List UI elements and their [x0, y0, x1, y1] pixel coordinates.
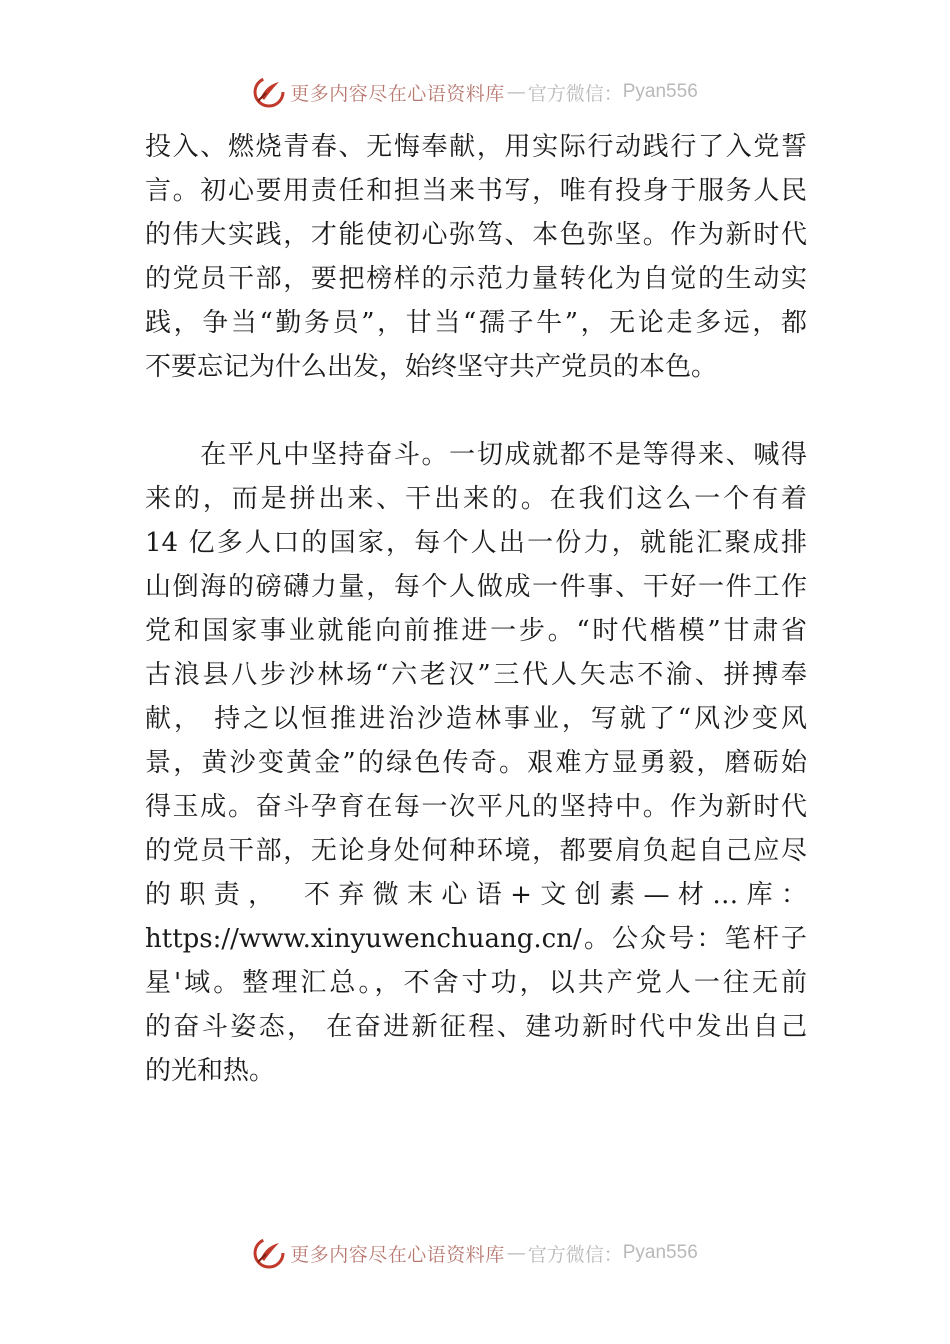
paragraph-line: 献， 持之以恒推进治沙造林事业，写就了“风沙变风 [145, 704, 807, 734]
paragraph-2 [145, 433, 807, 1093]
brand-logo-icon [252, 75, 286, 109]
footer-brand-text: 更多内容尽在心语资料库 [290, 1243, 505, 1266]
document-body [145, 125, 807, 1093]
paragraph-line: 14 亿多人口的国家，每个人出一份力，就能汇聚成排 [145, 528, 807, 558]
paragraph-line: 投入、燃烧青春、无悔奉献，用实际行动践行了入党誓 [145, 132, 807, 162]
footer-watermark [0, 1233, 950, 1273]
header-watermark [0, 72, 950, 112]
paragraph-line: 的党员干部，要把榜样的示范力量转化为自觉的生动实 [145, 264, 807, 294]
header-contact-label: 官方微信： [527, 82, 623, 105]
paragraph-line: 的光和热。 [145, 1056, 276, 1086]
footer-separator: — [506, 1242, 526, 1264]
paragraph-line: 在平凡中坚持奋斗。一切成就都不是等得来、喊得 [145, 440, 807, 470]
paragraph-line: 的伟大实践，才能使初心弥笃、本色弥坚。作为新时代 [145, 220, 807, 250]
paragraph-line: 的奋斗姿态， 在奋进新征程、建功新时代中发出自己 [145, 1012, 807, 1042]
footer-contact-label: 官方微信： [527, 1243, 623, 1266]
paragraph-line: https://www.xinyuwenchuang.cn/。公众号：笔杆子 [145, 924, 807, 954]
paragraph-line: 星'域。整理汇总。，不舍寸功，以共产党人一往无前 [145, 968, 807, 998]
paragraph-line: 践，争当“勤务员”，甘当“孺子牛”，无论走多远，都 [145, 308, 807, 338]
paragraph-line: 古浪县八步沙林场“六老汉”三代人矢志不渝、拼搏奉 [145, 660, 807, 690]
header-separator: — [506, 81, 526, 103]
header-watermark-inner [252, 75, 698, 109]
paragraph-line: 来的，而是拼出来、干出来的。在我们这么一个有着 [145, 484, 807, 514]
header-brand-text: 更多内容尽在心语资料库 [290, 82, 505, 105]
paragraph-line: 的党员干部，无论身处何种环境，都要肩负起自己应尽 [145, 836, 807, 866]
paragraph-line: 景，黄沙变黄金”的绿色传奇。艰难方显勇毅，磨砺始 [145, 748, 807, 778]
paragraph-line: 的职责， 不弃微末心语+文创素—材…库： [145, 880, 807, 910]
paragraph-line: 党和国家事业就能向前推进一步。“时代楷模”甘肃省 [145, 616, 807, 646]
paragraph-gap [145, 389, 807, 433]
paragraph-line: 得玉成。奋斗孕育在每一次平凡的坚持中。作为新时代 [145, 792, 807, 822]
header-contact-id: Pyan556 [622, 81, 698, 102]
paragraph-line: 言。初心要用责任和担当来书写，唯有投身于服务人民 [145, 176, 807, 206]
brand-logo-icon [252, 1236, 286, 1270]
footer-watermark-inner [252, 1236, 698, 1270]
paragraph-line: 山倒海的磅礴力量，每个人做成一件事、干好一件工作 [145, 572, 807, 602]
paragraph-1 [145, 125, 807, 389]
footer-contact-id: Pyan556 [622, 1242, 698, 1263]
paragraph-line: 不要忘记为什么出发，始终坚守共产党员的本色。 [145, 352, 718, 382]
